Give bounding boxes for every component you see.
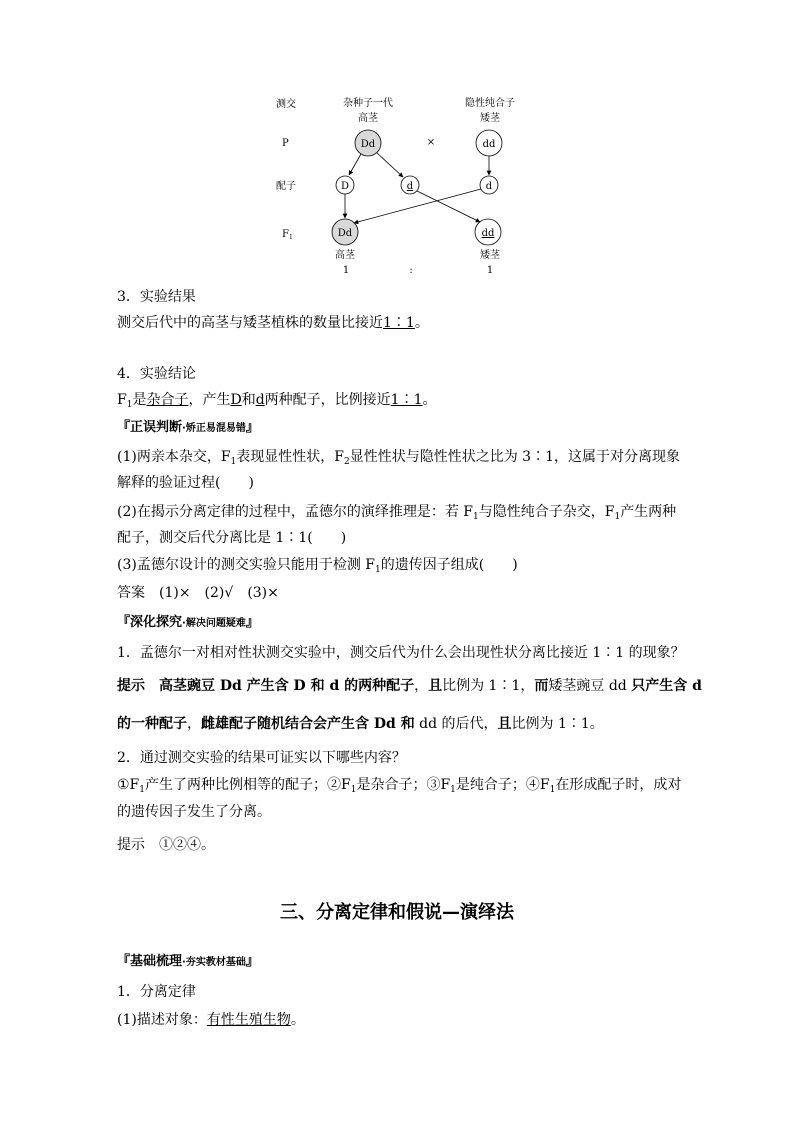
ratio-left: 1 [342, 265, 350, 276]
section-heading: 三、分离定律和假说—演绎法 [280, 902, 514, 923]
arrow-Dd-to-D [349, 154, 361, 175]
sec3-title: 3．实验结果 [117, 289, 196, 305]
offspring-short-trait: 矮茎 [480, 250, 500, 261]
arrow-d-to-Dd [354, 189, 481, 223]
judge-answer: 答案 (1)× (2)√ (3)× [117, 585, 279, 601]
explore-hint1-line2: 的一种配子，雌雄配子随机结合会产生含 Dd 和 dd 的后代，且比例为 1∶1。 [117, 716, 604, 732]
judge-header: 『正误判断·矫正易混易错』 [117, 420, 259, 435]
sec3-text: 测交后代中的高茎与矮茎植株的数量比接近1∶1。 [117, 315, 429, 331]
explore-hint2: 提示 ①②④。 [117, 837, 215, 853]
hybrid-trait: 高茎 [358, 113, 378, 124]
row-label-gamete: 配子 [276, 181, 296, 192]
explore-q2: 2．通过测交实验的结果可证实以下哪些内容？ [117, 750, 406, 766]
explore-hint1-line1: 提示 高茎豌豆 Dd 产生含 D 和 d 的两种配子，且比例为 1∶1，而矮茎豌豆 dd 只产生含 d [117, 678, 702, 694]
basics-header: 『基础梳理·夯实教材基础』 [117, 954, 259, 969]
parent-hybrid-label: Dd [360, 139, 376, 150]
gamete-d1-label: d [406, 181, 414, 192]
arrow-Dd-to-d [377, 153, 403, 177]
offspring-tall-trait: 高茎 [335, 250, 355, 261]
judge-q1-line2: 解释的验证过程( ) [117, 475, 254, 491]
row-label-testcross: 测交 [276, 99, 296, 110]
gamete-d2-label: d [485, 181, 493, 192]
recessive-trait: 矮茎 [480, 113, 500, 124]
testcross-diagram [260, 90, 540, 280]
cross-sign: × [426, 137, 436, 148]
judge-q2-line2: 配子，测交后代分离比是 1∶1( ) [117, 530, 347, 546]
gamete-D-label: D [340, 181, 350, 192]
explore-options-line1: $①F_1$产生了两种比例相等的配子；$②F_1$是杂合子；$③F_1$是纯合子；$④F_1$在形成配子时，成对 [117, 777, 682, 795]
row-label-p: P [282, 138, 289, 149]
offspring-dd-label: dd [481, 228, 495, 239]
explore-q1: 1．孟德尔一对相对性状测交实验中，测交后代为什么会出现性状分离比接近 1∶1 的现象？ [117, 645, 685, 661]
parent-recessive-label: dd [482, 139, 496, 150]
sec4-title: 4．实验结论 [117, 366, 196, 382]
explore-options-line2: 的遗传因子发生了分离。 [117, 804, 271, 820]
ratio-right: 1 [486, 265, 494, 276]
offspring-Dd-label: Dd [337, 228, 353, 239]
row-label-f1: $F_1$ [282, 229, 293, 241]
recessive-title: 隐性纯合子 [465, 98, 515, 109]
basics-item1-desc: (1)描述对象：有性生殖生物。 [117, 1012, 305, 1028]
arrow-d-to-dd [417, 191, 480, 222]
explore-header: 『深化探究·解决问题疑难』 [117, 615, 259, 630]
judge-q1-line1: (1)两亲本杂交，$F_1$表现显性性状，$F_2$显性性状与隐性性状之比为 3∶1，这属于对分离现象 [117, 449, 680, 467]
ratio-colon: : [409, 265, 413, 276]
judge-q2-line1: (2)在揭示分离定律的过程中，孟德尔的演绎推理是：若 $F_1$与隐性纯合子杂交，$F_1$产生两种 [117, 504, 677, 522]
hybrid-title: 杂种子一代 [343, 98, 393, 109]
sec4-text: $F_1$是杂合子，产生D和d两种配子，比例接近1∶1。 [117, 392, 437, 410]
judge-q3: (3)孟德尔设计的测交实验只能用于检测 $F_1$的遗传因子组成( ) [117, 557, 518, 575]
basics-item1: 1．分离定律 [117, 984, 196, 1000]
